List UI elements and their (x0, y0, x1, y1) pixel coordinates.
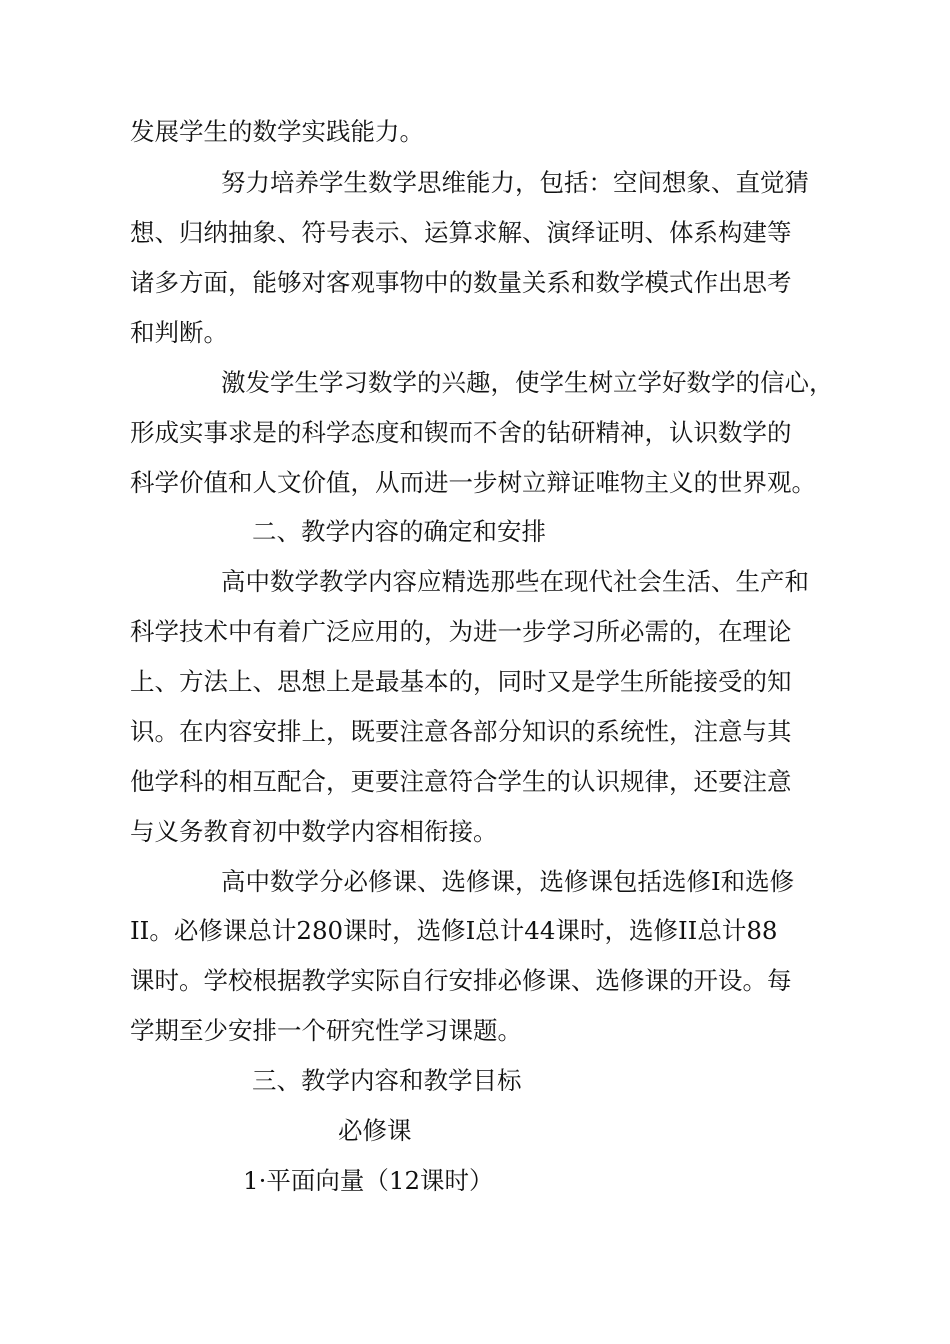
paragraph-line: 诸多方面，能够对客观事物中的数量关系和数学模式作出思考 (130, 268, 792, 297)
paragraph-line: II。必修课总计280课时，选修Ⅰ总计44课时，选修II总计88 (130, 916, 778, 945)
paragraph-line: 努力培养学生数学思维能力，包括：空间想象、直觉猜 (221, 168, 809, 197)
section-heading: 三、教学内容和教学目标 (252, 1066, 522, 1095)
paragraph-line: 高中数学教学内容应精选那些在现代社会生活、生产和 (221, 567, 809, 596)
paragraph-line: 和判断。 (130, 318, 228, 347)
paragraph-line: 高中数学分必修课、选修课，选修课包括选修Ⅰ和选修 (221, 867, 795, 896)
paragraph-line: 科学技术中有着广泛应用的，为进一步学习所必需的，在理论 (130, 617, 792, 646)
paragraph-line: 激发学生学习数学的兴趣，使学生树立学好数学的信心， (221, 368, 834, 397)
paragraph-line: 与义务教育初中数学内容相衔接。 (130, 817, 498, 846)
paragraph-line: 上、方法上、思想上是最基本的，同时又是学生所能接受的知 (130, 667, 792, 696)
paragraph-line: 形成实事求是的科学态度和锲而不舍的钻研精神，认识数学的 (130, 418, 792, 447)
subsection-heading: 必修课 (338, 1116, 412, 1145)
paragraph-line: 他学科的相互配合，更要注意符合学生的认识规律，还要注意 (130, 767, 792, 796)
paragraph-line: 课时。学校根据教学实际自行安排必修课、选修课的开设。每 (130, 966, 792, 995)
section-heading: 二、教学内容的确定和安排 (252, 517, 546, 546)
paragraph-line: 想、归纳抽象、符号表示、运算求解、演绎证明、体系构建等 (130, 218, 792, 247)
paragraph-line: 科学价值和人文价值，从而进一步树立辩证唯物主义的世界观。 (130, 468, 816, 497)
paragraph-line: 学期至少安排一个研究性学习课题。 (130, 1016, 522, 1045)
paragraph-line: 发展学生的数学实践能力。 (130, 117, 424, 146)
topic-item: 1·平面向量（12课时） (243, 1166, 494, 1195)
paragraph-line: 识。在内容安排上，既要注意各部分知识的系统性，注意与其 (130, 717, 792, 746)
